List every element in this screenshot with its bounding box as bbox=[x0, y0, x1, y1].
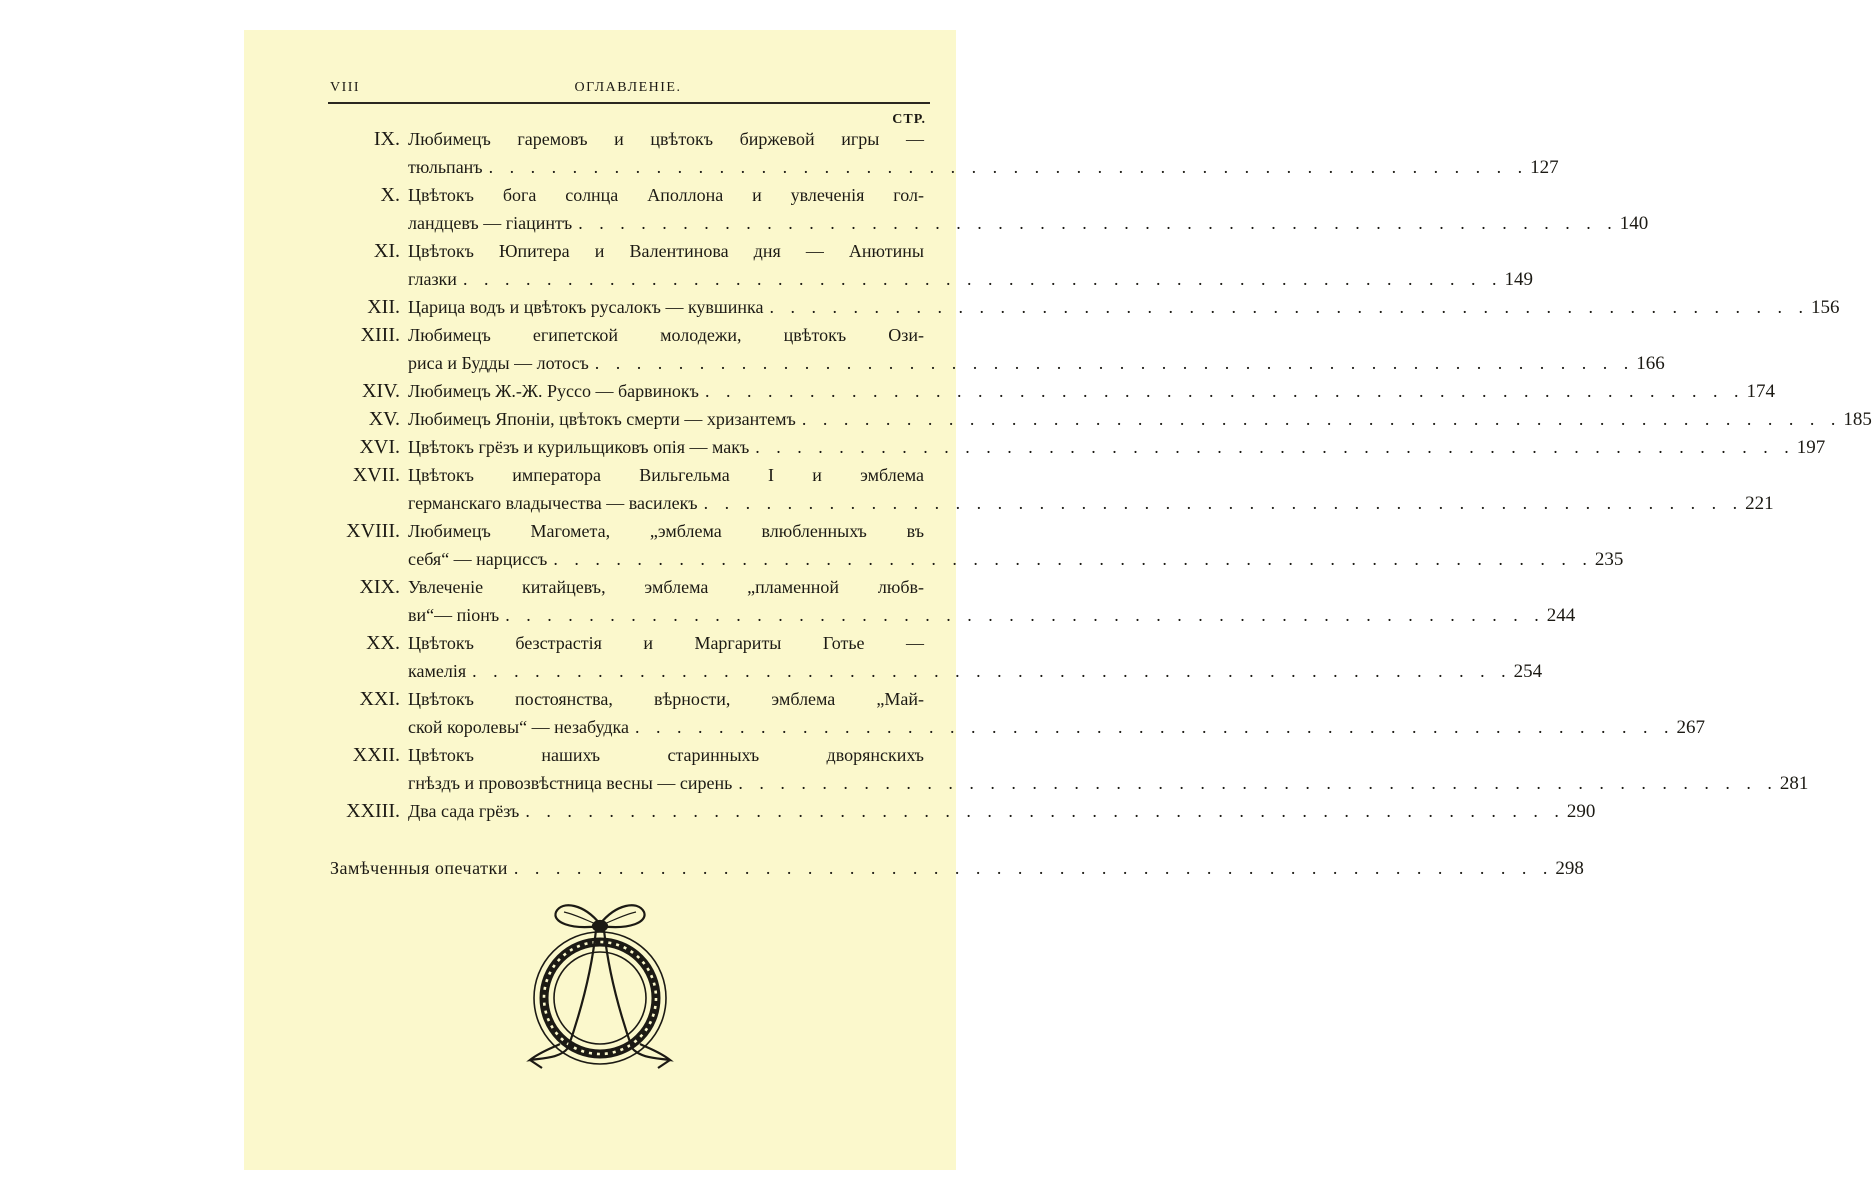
toc-entry[interactable] bbox=[330, 461, 1774, 517]
chapter-title-last-line bbox=[408, 293, 1840, 321]
dot-leader: . . . . . . . . . . . . . . . . . . . . . . . . . . . . . . . . . . . . . . . . . . . . . . . . . . bbox=[769, 297, 1810, 317]
wreath-ornament-icon bbox=[526, 898, 674, 1070]
dot-leader: . . . . . . . . . . . . . . . . . . . . . . . . . . . . . . . . . . . . . . . . . . . . . . . . . . bbox=[505, 605, 1545, 625]
chapter-title-last-line bbox=[408, 769, 1809, 797]
chapter-title-text: Любимецъ Ж.-Ж. Руссо — барвинокъ bbox=[408, 381, 699, 401]
toc-entry[interactable] bbox=[330, 293, 1840, 321]
dot-leader: . . . . . . . . . . . . . . . . . . . . . . . . . . . . . . . . . . . . . . . . . . . . . . . . . . bbox=[594, 353, 1635, 373]
chapter-title-line: Цвѣтокъ Юпитера и Валентинова дня — Анютины bbox=[408, 241, 924, 261]
chapter-title-text: риса и Будды — лотосъ bbox=[408, 353, 589, 373]
chapter-title-last-line bbox=[408, 209, 1649, 237]
chapter-title-text: камелія bbox=[408, 661, 467, 681]
toc-entry[interactable] bbox=[330, 517, 1624, 573]
page-number: 267 bbox=[1676, 717, 1706, 738]
chapter-number: XXII. bbox=[352, 744, 400, 766]
chapter-number: XXI. bbox=[359, 688, 400, 710]
toc-entry[interactable] bbox=[330, 629, 1543, 685]
dot-leader: . . . . . . . . . . . . . . . . . . . . . . . . . . . . . . . . . . . . . . . . . . . . . . . . . . bbox=[738, 773, 1778, 793]
chapter-title-text: глазки bbox=[408, 269, 457, 289]
page-number: 290 bbox=[1566, 801, 1596, 822]
errata-entry[interactable] bbox=[330, 854, 1584, 882]
toc-entry[interactable] bbox=[330, 405, 1872, 433]
dot-leader: . . . . . . . . . . . . . . . . . . . . . . . . . . . . . . . . . . . . . . . . . . . . . . . . . . bbox=[513, 858, 1554, 878]
chapter-title-last-line bbox=[408, 433, 1826, 461]
toc-entry[interactable] bbox=[330, 321, 1665, 377]
dot-leader: . . . . . . . . . . . . . . . . . . . . . . . . . . . . . . . . . . . . . . . . . . . . . . . . . . bbox=[704, 381, 1745, 401]
page-number: 244 bbox=[1546, 605, 1576, 626]
chapter-title-text: Цвѣтокъ грёзъ и курильщиковъ опія — макъ bbox=[408, 437, 750, 457]
chapter-title-line: Цвѣтокъ бога солнца Аполлона и увлеченія гол- bbox=[408, 185, 924, 205]
chapter-title-line: Любимецъ Магомета, „эмблема влюбленныхъ въ bbox=[408, 521, 924, 541]
toc-entry[interactable] bbox=[330, 181, 1649, 237]
chapter-number: XIV. bbox=[362, 380, 400, 402]
page-number: 254 bbox=[1513, 661, 1543, 682]
chapter-title-text: германскаго владычества — василекъ bbox=[408, 493, 698, 513]
chapter-title-text: ской королевы“ — незабудка bbox=[408, 717, 630, 737]
chapter-number: XII. bbox=[367, 296, 400, 318]
chapter-number: XVI. bbox=[359, 436, 400, 458]
chapter-title-last-line bbox=[408, 349, 1665, 377]
page-number: 174 bbox=[1746, 381, 1775, 402]
chapter-title-text: ландцевъ — гіацинтъ bbox=[408, 213, 573, 233]
dot-leader: . . . . . . . . . . . . . . . . . . . . . . . . . . . . . . . . . . . . . . . . . . . . . . . . . . bbox=[472, 661, 1512, 681]
page-column-label: СТР. bbox=[892, 112, 926, 127]
chapter-title-text: Два сада грёзъ bbox=[408, 801, 520, 821]
chapter-title-text: Царица водъ и цвѣтокъ русалокъ — кувшинка bbox=[408, 297, 764, 317]
page-title: ОГЛАВЛЕНІЕ. bbox=[574, 80, 682, 95]
page-folio: VIII bbox=[330, 80, 361, 95]
errata-title: Замѣченныя опечатки bbox=[330, 858, 508, 878]
chapter-title-line: Цвѣтокъ постоянства, вѣрности, эмблема „Май- bbox=[408, 689, 924, 709]
table-of-contents bbox=[330, 125, 1872, 825]
dot-leader: . . . . . . . . . . . . . . . . . . . . . . . . . . . . . . . . . . . . . . . . . . . . . . . . . . bbox=[462, 269, 1503, 289]
chapter-number: IX. bbox=[373, 128, 400, 150]
chapter-title-text: Любимецъ Японіи, цвѣтокъ смерти — хризантемъ bbox=[408, 409, 796, 429]
dot-leader: . . . . . . . . . . . . . . . . . . . . . . . . . . . . . . . . . . . . . . . . . . . . . . . . . . bbox=[801, 409, 1842, 429]
dot-leader: . . . . . . . . . . . . . . . . . . . . . . . . . . . . . . . . . . . . . . . . . . . . . . . . . . bbox=[635, 717, 1675, 737]
chapter-title-last-line bbox=[408, 545, 1624, 573]
page-number: 156 bbox=[1811, 297, 1840, 318]
errata-page-number: 298 bbox=[1555, 858, 1584, 879]
chapter-title-line: Цвѣтокъ безстрастія и Маргариты Готье — bbox=[408, 633, 924, 653]
chapter-number: XVII. bbox=[352, 464, 400, 486]
page-number: 185 bbox=[1843, 409, 1872, 430]
page-number: 281 bbox=[1779, 773, 1809, 794]
toc-entry[interactable] bbox=[330, 741, 1809, 797]
page-number: 235 bbox=[1594, 549, 1624, 570]
chapter-title-text: тюльпанъ bbox=[408, 157, 483, 177]
chapter-title-line: Любимецъ египетской молодежи, цвѣтокъ Ози- bbox=[408, 325, 924, 345]
chapter-number: XI. bbox=[373, 240, 400, 262]
dot-leader: . . . . . . . . . . . . . . . . . . . . . . . . . . . . . . . . . . . . . . . . . . . . . . . . . . bbox=[488, 157, 1529, 177]
chapter-title-last-line bbox=[408, 797, 1596, 825]
toc-entry[interactable] bbox=[330, 573, 1576, 629]
book-page bbox=[244, 30, 1872, 1170]
chapter-number: XV. bbox=[368, 408, 400, 430]
chapter-number: XIX. bbox=[359, 576, 400, 598]
chapter-title-last-line bbox=[408, 265, 1533, 293]
toc-entry[interactable] bbox=[330, 125, 1559, 181]
chapter-number: XIII. bbox=[360, 324, 400, 346]
chapter-title-line: Цвѣтокъ нашихъ старинныхъ дворянскихъ bbox=[408, 745, 924, 765]
toc-entry[interactable] bbox=[330, 433, 1826, 461]
chapter-title-line: Любимецъ гаремовъ и цвѣтокъ биржевой игры — bbox=[408, 129, 924, 149]
toc-entry[interactable] bbox=[330, 237, 1533, 293]
page-number: 221 bbox=[1745, 493, 1774, 514]
chapter-title-last-line bbox=[408, 377, 1775, 405]
chapter-title-text: себя“ — нарциссъ bbox=[408, 549, 548, 569]
chapter-title-last-line bbox=[408, 405, 1872, 433]
chapter-title-last-line bbox=[408, 153, 1559, 181]
dot-leader: . . . . . . . . . . . . . . . . . . . . . . . . . . . . . . . . . . . . . . . . . . . . . . . . . . bbox=[525, 801, 1565, 821]
page-number: 197 bbox=[1796, 437, 1826, 458]
dot-leader: . . . . . . . . . . . . . . . . . . . . . . . . . . . . . . . . . . . . . . . . . . . . . . . . . . bbox=[553, 549, 1593, 569]
chapter-title-last-line bbox=[408, 657, 1543, 685]
page-number: 166 bbox=[1636, 353, 1665, 374]
page-number: 127 bbox=[1530, 157, 1559, 178]
page-number: 140 bbox=[1619, 213, 1649, 234]
chapter-title-line: Цвѣтокъ императора Вильгельма I и эмблема bbox=[408, 465, 924, 485]
chapter-number: XX. bbox=[366, 632, 400, 654]
chapter-number: X. bbox=[380, 184, 400, 206]
chapter-title-text: ви“— піонъ bbox=[408, 605, 500, 625]
toc-entry[interactable] bbox=[330, 797, 1596, 825]
chapter-number: XVIII. bbox=[346, 520, 400, 542]
toc-entry[interactable] bbox=[330, 377, 1775, 405]
dot-leader: . . . . . . . . . . . . . . . . . . . . . . . . . . . . . . . . . . . . . . . . . . . . . . . . . . bbox=[578, 213, 1618, 233]
chapter-number: XXIII. bbox=[346, 800, 400, 822]
chapter-title-line: Увлеченіе китайцевъ, эмблема „пламенной любв- bbox=[408, 577, 924, 597]
page-number: 149 bbox=[1504, 269, 1533, 290]
toc-entry[interactable] bbox=[330, 685, 1706, 741]
dot-leader: . . . . . . . . . . . . . . . . . . . . . . . . . . . . . . . . . . . . . . . . . . . . . . . . . . bbox=[755, 437, 1795, 457]
chapter-title-last-line bbox=[408, 713, 1706, 741]
header-rule bbox=[328, 102, 930, 104]
chapter-title-last-line bbox=[408, 489, 1774, 517]
chapter-title-last-line bbox=[408, 601, 1576, 629]
chapter-title-text: гнѣздъ и провозвѣстница весны — сирень bbox=[408, 773, 733, 793]
dot-leader: . . . . . . . . . . . . . . . . . . . . . . . . . . . . . . . . . . . . . . . . . . . . . . . . . . bbox=[703, 493, 1744, 513]
running-head bbox=[330, 80, 926, 102]
